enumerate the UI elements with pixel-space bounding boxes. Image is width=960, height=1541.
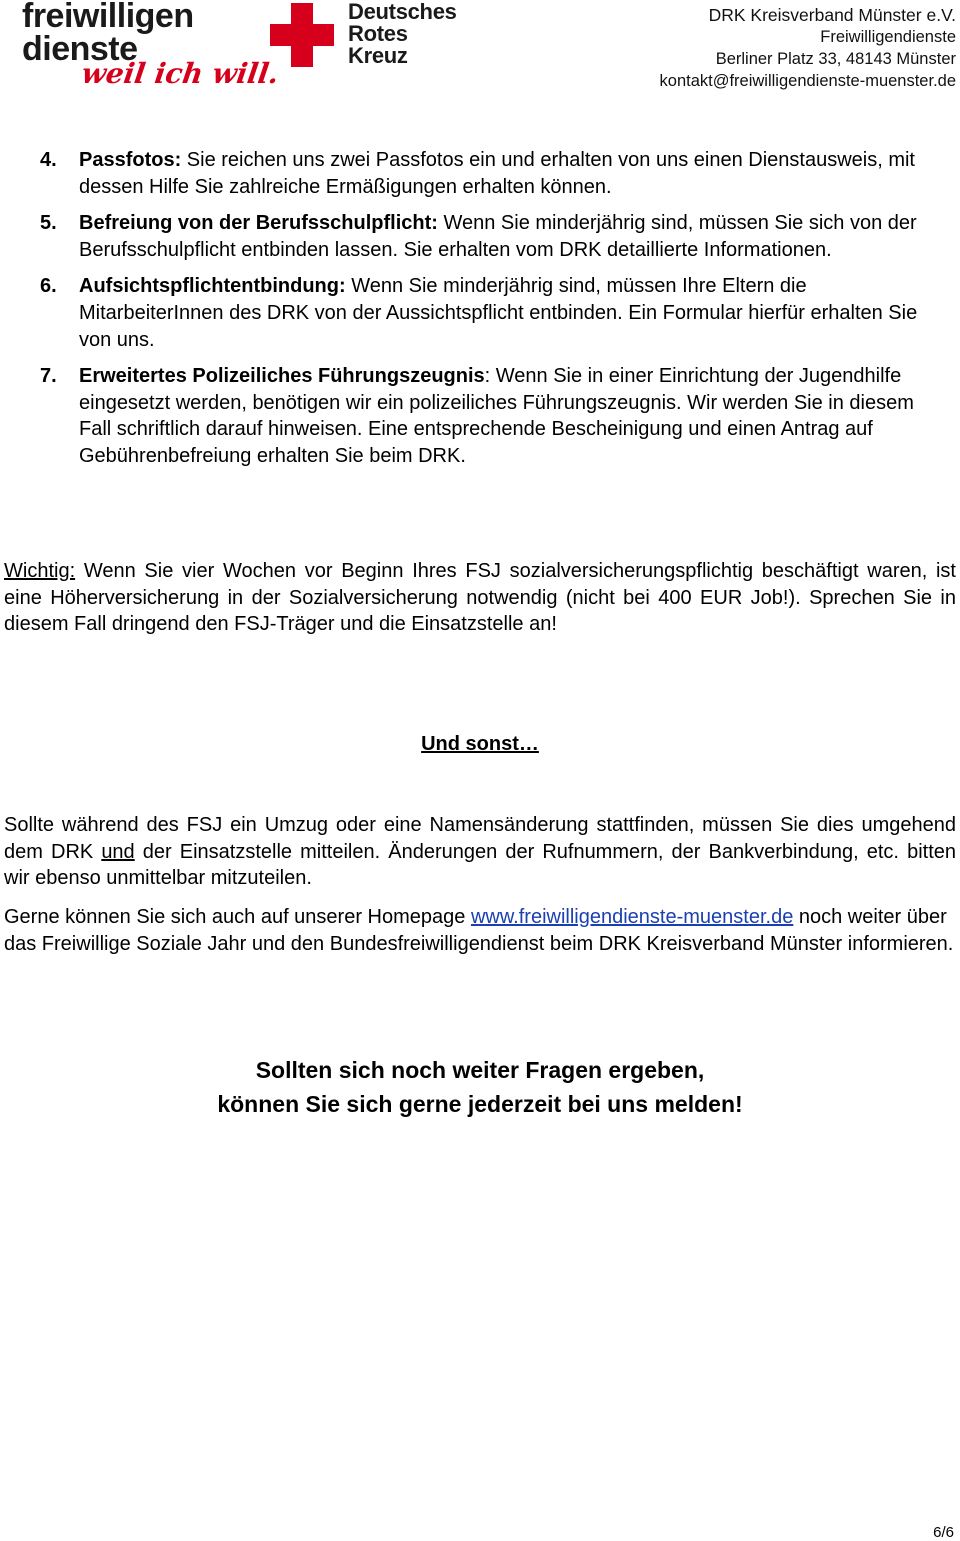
drk-wordmark [348,1,457,67]
notice-text: Wenn Sie vier Wochen vor Beginn Ihres FSJ sozialversicherungspflichtig beschäftigt waren, ist eine Höherversicherung in der Sozialversicherung notwendig (nicht bei 400 EUR Job!). Sprechen Sie in diesem Fall dringend den FSJ-Träger und die Einsatzstelle an! [4,560,956,636]
item-title: Aufsichtspflichtentbindung: [79,275,346,298]
drk-line-3: Kreuz [348,43,408,68]
homepage-paragraph [4,904,956,957]
notice-label: Wichtig: [4,560,76,582]
item-number: 5. [40,212,57,235]
closing-line-2: können Sie sich gerne jederzeit bei uns melden! [217,1091,743,1117]
item-title: Befreiung von der Berufsschulpflicht: [79,212,438,235]
para1-after: der Einsatzstelle mitteilen. Änderungen der Rufnummern, der Bankverbindung, etc. bitten wir ebenso unmittelbar mitzuteilen. [4,840,956,890]
item-text: Wenn Sie minderjährig sind, müssen Ihre Eltern die MitarbeiterInnen des DRK von der Aussichtspflicht entbinden. Ein Formular hierfür erhalten Sie von uns. [79,275,918,351]
contact-email: kontakt@freiwilligendienste-muenster.de [659,72,956,90]
logo-line-2: dienste [22,30,138,68]
item-title: Passfotos: [79,149,182,171]
list-item [40,210,950,263]
sender-address [660,4,956,92]
item-number: 4. [40,149,57,171]
para1-before: Sollte während des FSJ ein Umzug oder eine Namensänderung stattfinden, müssen Sie dies umgehend dem DRK [4,814,956,863]
department: Freiwilligendienste [820,28,956,46]
requirements-list [40,147,950,480]
org-name: DRK Kreisverband Münster e.V. [708,5,956,25]
logo-line-1: freiwilligen [22,0,194,35]
item-number: 7. [40,365,57,388]
item-number: 6. [40,275,57,298]
logo-slogan: weil ich will. [79,57,281,90]
para2-before: Gerne können Sie sich auch auf unserer Homepage [4,906,471,928]
section-heading: Und sonst… [421,733,539,755]
street-address: Berliner Platz 33, 48143 Münster [715,50,956,68]
homepage-link[interactable]: www.freiwilligendienste-muenster.de [470,906,794,928]
list-item [40,273,950,353]
item-text: Wenn Sie minderjährig sind, müssen Sie sich von der Berufsschulpflicht entbinden lassen. Sie erhalten vom DRK detaillierte Informationen. [79,212,917,261]
list-item [40,363,950,469]
closing-line-1: Sollten sich noch weiter Fragen ergeben, [255,1057,705,1083]
para1-underlined: und [101,840,135,863]
closing-statement [0,1053,960,1121]
item-title: Erweitertes Polizeiliches Führungszeugnis [79,365,485,388]
list-item [40,147,950,200]
red-cross-icon [270,3,334,67]
drk-line-2: Rotes [348,21,408,46]
item-text: : Wenn Sie in einer Einrichtung der Jugendhilfe eingesetzt werden, benötigen wir ein polizeiliches Führungszeugnis. Wir werden Sie in diesem Fall schriftlich darauf hinweisen. Eine entsprechende Bescheinigung und einen Antrag auf Gebührenbefreiung erhalten Sie beim DRK. [79,365,914,467]
changes-paragraph [4,812,956,892]
page-number: 6/6 [933,1524,954,1541]
item-text: Sie reichen uns zwei Passfotos ein und erhalten von uns einen Dienstausweis, mit dessen Hilfe Sie zahlreiche Ermäßigungen erhalten können. [79,149,915,198]
drk-line-1: Deutsches [348,0,457,24]
important-notice [4,558,956,638]
para2-after: noch weiter über das Freiwillige Soziale Jahr und den Bundesfreiwilligendienst beim DRK Kreisverband Münster informieren. [4,906,954,955]
